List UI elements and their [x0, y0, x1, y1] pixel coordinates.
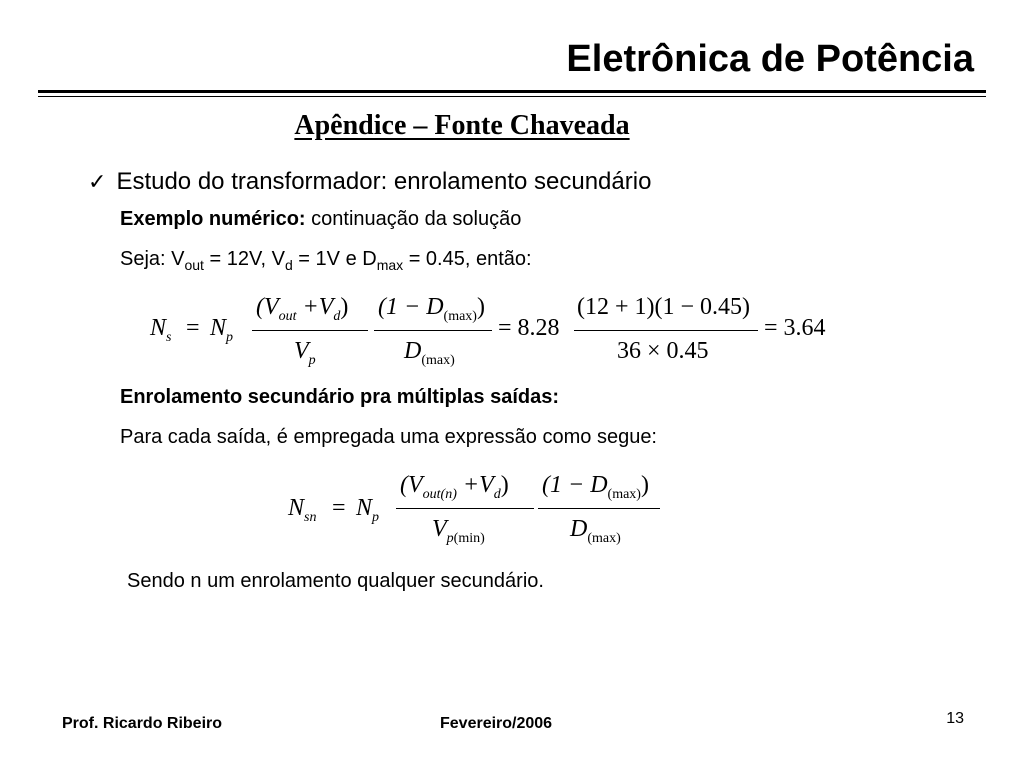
example-label: Exemplo numérico: — [120, 208, 306, 230]
checkmark-icon: ✓ — [88, 169, 107, 194]
footer-date: Fevereiro/2006 — [440, 715, 553, 732]
example-text: continuação da solução — [305, 208, 522, 230]
section-title: Apêndice – Fonte Chaveada — [294, 110, 630, 141]
footer-author: Prof. Ricardo Ribeiro — [62, 715, 223, 732]
slide-title: Eletrônica de Potência — [566, 38, 974, 80]
equation-general: $N_{sn}$ = $N_p$ $(V_{out(n)} +V_d)$ $V_{p(min)}$ $(1 - D_{(max)})$ $D_{(max)}$ — [0, 0, 1024, 768]
multi-output-text: Para cada saída, é empregada uma expressão como segue: — [120, 426, 657, 448]
equation-numeric: $N_s$ = $N_p$ $(V_{out} +V_d)$ $V_p$ $(1 - D_{(max)})$ $D_{(max)}$ = 8.28 (12 + 1)(1 − 0.45) 36 × 0.45 = 3.64 — [150, 294, 826, 368]
note-text: Sendo n um enrolamento qualquer secundário. — [127, 570, 544, 592]
given-values-line: Seja: $V_{out} = 12V$, $V_d = 1V$ e $D_{max} = 0.45$, então: — [120, 248, 532, 273]
bullet-text: Estudo do transformador: enrolamento secundário — [116, 168, 652, 195]
multi-output-heading: Enrolamento secundário pra múltiplas saídas: — [120, 386, 560, 408]
page-number: 13 — [946, 710, 964, 727]
